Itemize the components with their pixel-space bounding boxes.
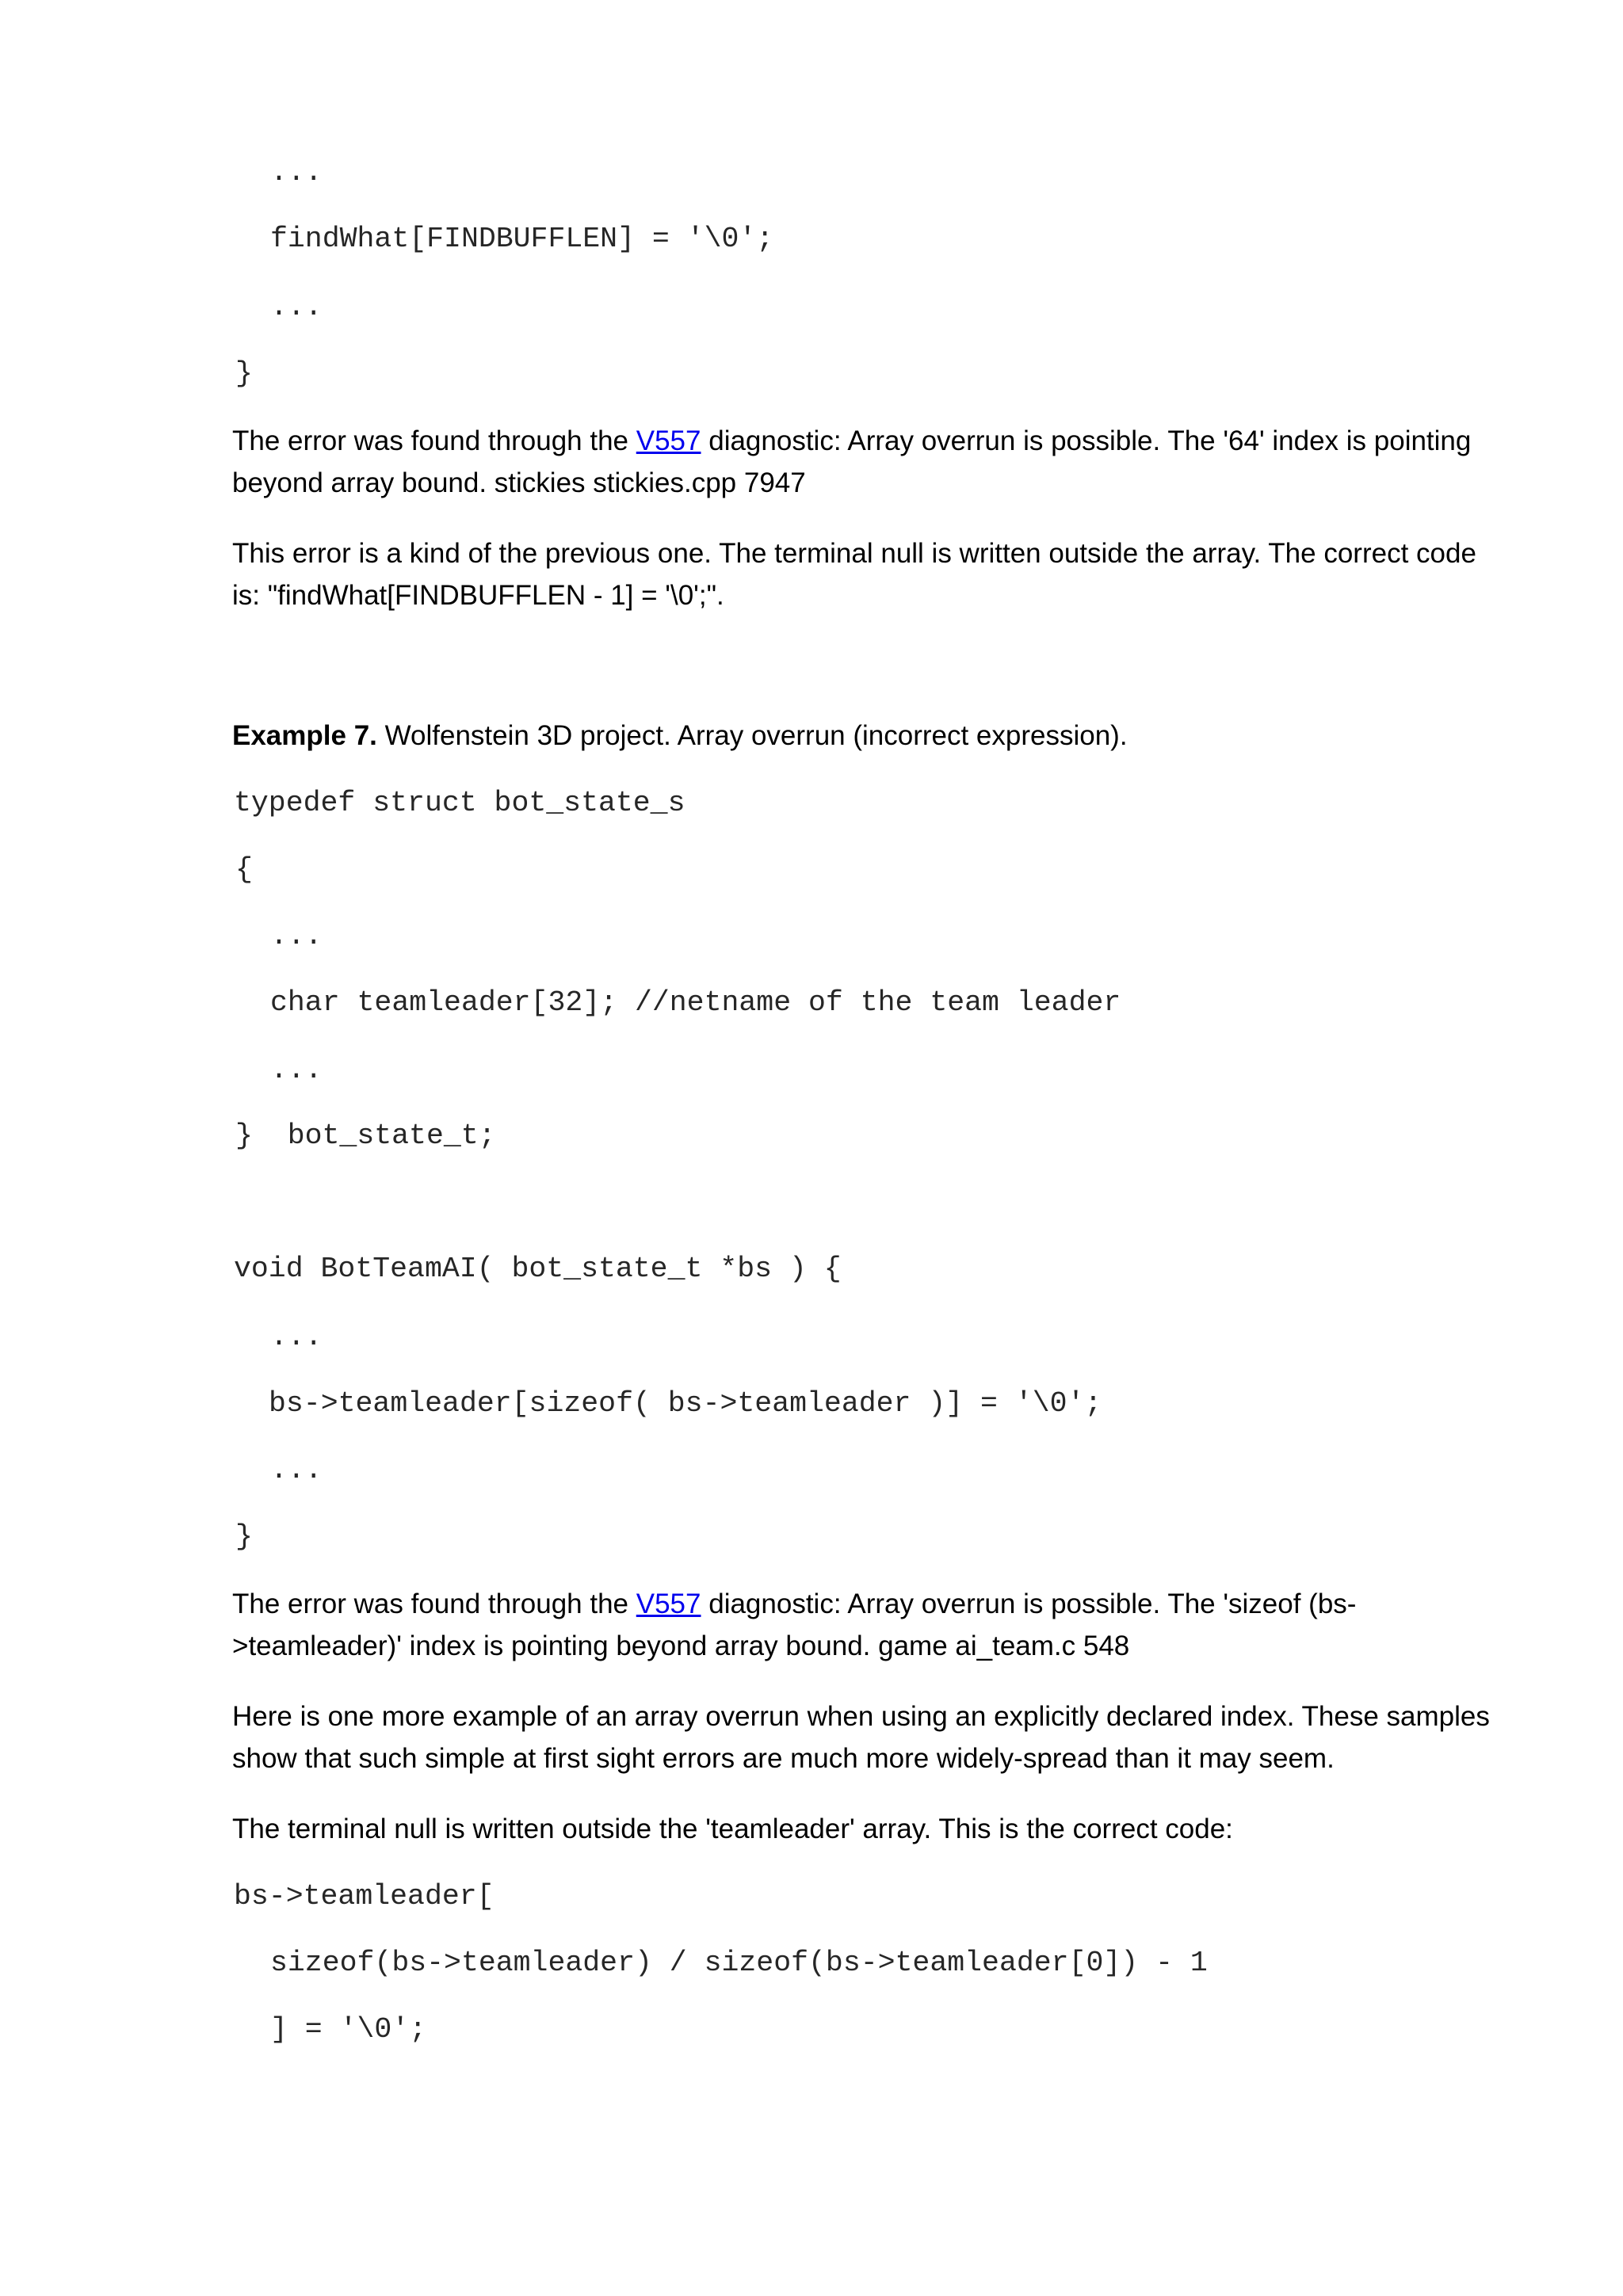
v557-link[interactable]: V557 [636,425,701,456]
paragraph-diagnostic-2 [232,1583,1445,1667]
paragraph-explanation-1: This error is a kind of the previous one. The terminal null is written outside the array. The correct code is: "findWhat[FINDBUFFLEN - 1] = '\0';". [232,538,1476,611]
paragraph-text: The error was found through the [232,1589,636,1619]
code-line: ... [270,1054,323,1086]
code-line: typedef struct bot_state_s [234,787,685,819]
paragraph-diagnostic-1 [232,420,1500,504]
paragraph-text: The error was found through the [232,425,636,456]
code-line: char teamleader[32]; //netname of the team leader [270,986,1121,1019]
code-line: findWhat[FINDBUFFLEN] = '\0'; [270,223,774,255]
paragraph-text: diagnostic: Array overrun is possible. The 'sizeof (bs->teamleader)' index is pointing beyond array bound. game ai_team.c 548 [232,1589,1357,1661]
code-line: ... [270,1321,323,1353]
example-label: Example 7. [232,720,377,751]
code-line: ] = '\0'; [270,2013,427,2046]
code-line: { [235,853,253,886]
code-line: } [235,357,253,390]
code-line: ... [270,291,323,323]
code-line: sizeof(bs->teamleader) / sizeof(bs->teamleader[0]) - 1 [270,1947,1208,1979]
example-description: Wolfenstein 3D project. Array overrun (incorrect expression). [376,720,1128,751]
paragraph-text: diagnostic: Array overrun is possible. The '64' index is pointing beyond array bound. stickies stickies.cpp 7947 [232,425,1472,498]
example-heading [232,715,1500,757]
code-line: } [235,1520,253,1553]
code-line: void BotTeamAI( bot_state_t *bs ) { [234,1253,842,1285]
code-line: bs->teamleader[sizeof( bs->teamleader )] = '\0'; [269,1387,1102,1420]
code-line: ... [270,156,323,189]
code-line: ... [270,920,323,952]
paragraph-correct-code-intro: The terminal null is written outside the 'teamleader' array. This is the correct code: [232,1814,1233,1844]
code-line: bs->teamleader[ [234,1880,495,1913]
v557-link[interactable]: V557 [636,1589,701,1619]
paragraph-explanation-2: Here is one more example of an array overrun when using an explicitly declared index. These samples show that such simple at first sight errors are much more widely-spread than it may seem. [232,1701,1490,1774]
code-line: } bot_state_t; [235,1119,496,1152]
code-line: ... [270,1454,323,1486]
